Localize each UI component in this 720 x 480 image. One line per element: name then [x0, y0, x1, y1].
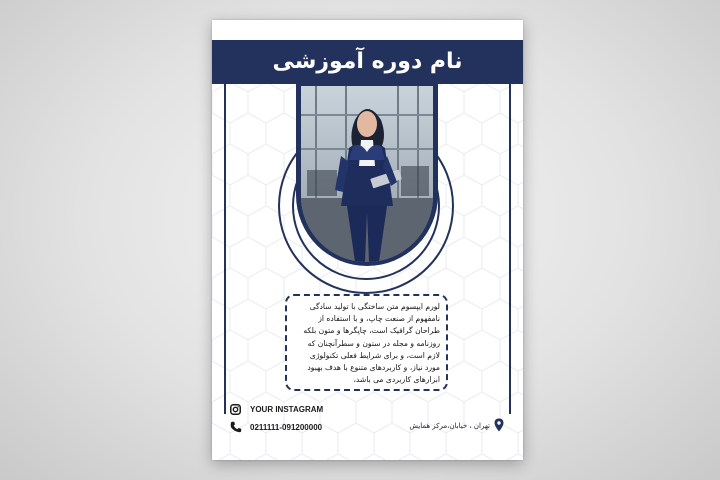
instructor-photo	[296, 84, 438, 266]
course-poster	[212, 20, 523, 460]
left-border-line	[224, 84, 226, 414]
phone-icon[interactable]	[230, 421, 242, 433]
phone-number[interactable]: 0211111-091200000	[250, 423, 323, 432]
instagram-icon[interactable]	[230, 404, 241, 415]
right-border-line	[509, 84, 511, 414]
address-text: تهران ، خیابان،مرکز همایش	[409, 422, 490, 430]
location-pin-icon	[494, 418, 504, 432]
course-title: نام دوره آموزشی	[272, 49, 463, 74]
course-description: لورم ایپسوم متن ساختگی با تولید سادگی نامفهوم از صنعت چاپ، و با استفاده از طراحان گرافیک است، چاپگرها و متون بلکه روزنامه و مجله در ستون و سطرآنچنان که لازم است، و برای شرایط فعلی تکنولوژی مورد نیاز، و کاربردهای متنوع با هدف بهبود ابزارهای کاربردی می باشد،	[303, 302, 440, 385]
photo-illustration	[301, 86, 433, 262]
description-box	[285, 294, 448, 391]
instagram-handle[interactable]: YOUR INSTAGRAM	[250, 405, 324, 414]
title-banner	[212, 40, 523, 84]
